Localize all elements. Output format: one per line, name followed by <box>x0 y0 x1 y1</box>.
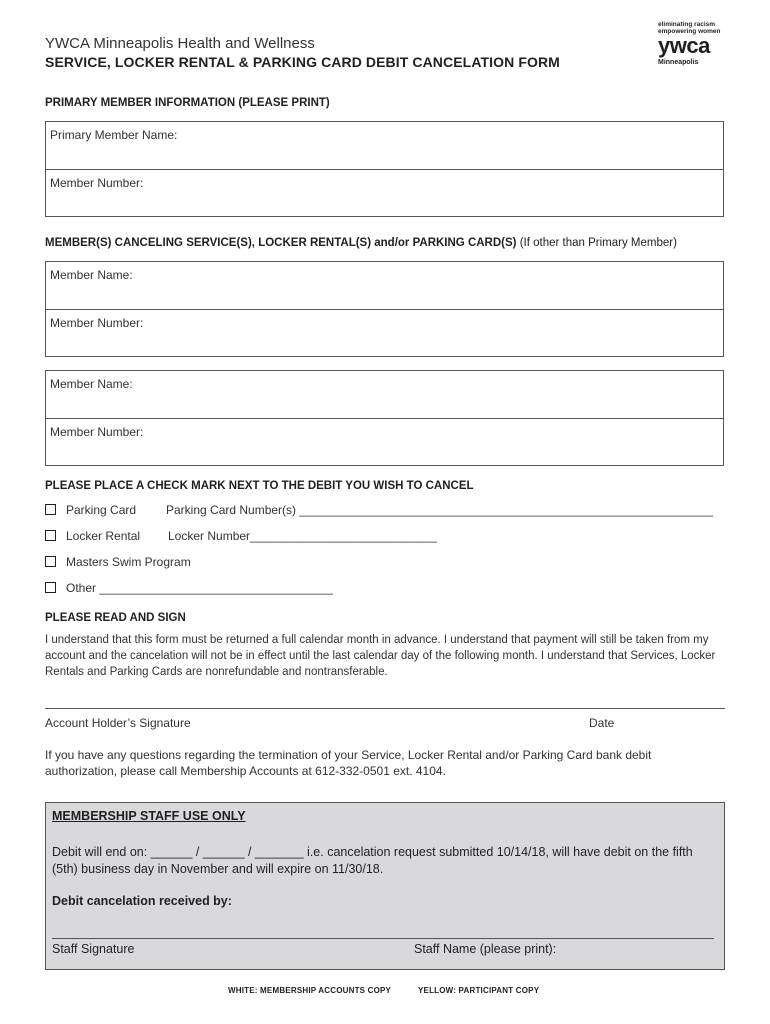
other-option <box>45 581 333 595</box>
primary-member-name-field[interactable]: Primary Member Name: <box>50 128 178 142</box>
ywca-logo <box>658 21 738 66</box>
white-copy-label: WHITE: MEMBERSHIP ACCOUNTS COPY <box>228 986 392 995</box>
locker-rental-option <box>45 529 140 543</box>
date-label: Date <box>589 716 615 730</box>
parking-card-number-field[interactable]: Parking Card Number(s) ______________________________________________________________ <box>166 503 714 517</box>
member-name-field-2[interactable]: Member Name: <box>50 377 133 391</box>
logo-tagline-2: empowering women <box>658 28 721 35</box>
canceling-members-heading <box>45 237 677 249</box>
canceling-heading-text: MEMBER(S) CANCELING SERVICE(S), LOCKER RENTAL(S) and/or PARKING CARD(S) <box>45 237 517 249</box>
parking-card-label: Parking Card <box>66 503 137 517</box>
masters-swim-label: Masters Swim Program <box>66 555 191 569</box>
member-number-field-1[interactable]: Member Number: <box>46 309 723 356</box>
staff-signature-label: Staff Signature <box>52 942 135 956</box>
logo-brand: ywca <box>658 33 710 58</box>
masters-swim-checkbox[interactable] <box>45 556 56 567</box>
yellow-copy-label: YELLOW: PARTICIPANT COPY <box>418 986 540 995</box>
other-field[interactable]: Other ___________________________________ <box>66 581 333 595</box>
member-name-field-1[interactable]: Member Name: <box>50 268 133 282</box>
logo-tagline-1: eliminating racism <box>658 21 716 28</box>
parking-card-option <box>45 503 136 517</box>
staff-signature-line[interactable] <box>52 938 714 939</box>
agreement-text: I understand that this form must be returned a full calendar month in advance. I understand that payment will still be taken from my account and the cancelation will not be in effect until the last calendar day of the following month. I understand that Services, Locker Rentals and Parking Cards are nonrefundable and nontransferable. <box>45 634 716 678</box>
canceling-member-box-1 <box>45 261 724 357</box>
debit-check-heading: PLEASE PLACE A CHECK MARK NEXT TO THE DEBIT YOU WISH TO CANCEL <box>45 480 474 492</box>
other-checkbox[interactable] <box>45 582 56 593</box>
parking-card-checkbox[interactable] <box>45 504 56 515</box>
staff-use-heading: MEMBERSHIP STAFF USE ONLY <box>52 809 246 823</box>
form-title: SERVICE, LOCKER RENTAL & PARKING CARD DEBIT CANCELATION FORM <box>45 54 560 70</box>
canceling-member-box-2 <box>45 370 724 466</box>
canceling-heading-note: (If other than Primary Member) <box>519 237 677 249</box>
locker-rental-label: Locker Rental <box>66 529 141 543</box>
account-holder-signature-label: Account Holder’s Signature <box>45 716 191 730</box>
primary-member-heading: PRIMARY MEMBER INFORMATION (PLEASE PRINT) <box>45 97 330 109</box>
staff-name-label: Staff Name (please print): <box>414 942 557 956</box>
primary-member-box <box>45 121 724 217</box>
locker-number-field[interactable]: Locker Number____________________________ <box>168 529 437 543</box>
member-number-field-2[interactable]: Member Number: <box>46 418 723 465</box>
organization-name: YWCA Minneapolis Health and Wellness <box>45 35 315 52</box>
logo-city: Minneapolis <box>658 59 699 66</box>
staff-use-box <box>45 802 725 970</box>
primary-member-number-field[interactable]: Member Number: <box>46 169 723 216</box>
locker-rental-checkbox[interactable] <box>45 530 56 541</box>
masters-swim-option <box>45 555 191 569</box>
questions-text: If you have any questions regarding the termination of your Service, Locker Rental and/or Parking Card bank debit authorization, please call Membership Accounts at 612-332-0501 ext. 4104. <box>45 748 652 778</box>
account-holder-signature-line[interactable] <box>45 708 725 709</box>
debit-received-label: Debit cancelation received by: <box>52 894 232 908</box>
read-and-sign-heading: PLEASE READ AND SIGN <box>45 612 186 624</box>
debit-end-text: Debit will end on: ______ / ______ / _______ i.e. cancelation request submitted 10/14/18, will have debit on the fifth (5th) business day in November and will expire on 11/30/18. <box>52 845 693 876</box>
